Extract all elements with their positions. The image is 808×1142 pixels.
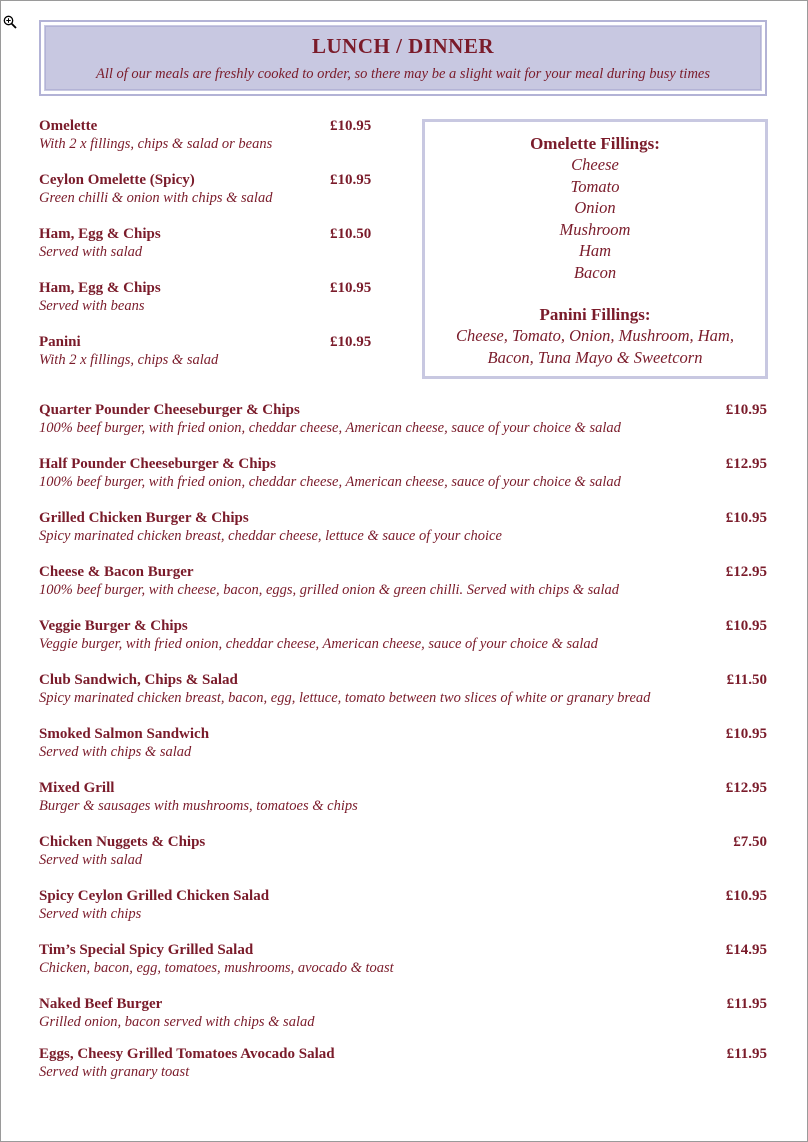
menu-item bbox=[39, 941, 767, 978]
item-description: Green chilli & onion with chips & salad bbox=[39, 190, 273, 206]
item-name: Chicken Nuggets & Chips bbox=[39, 834, 206, 850]
item-price: £11.50 bbox=[726, 672, 767, 688]
item-description: Spicy marinated chicken breast, cheddar cheese, lettuce & sauce of your choice bbox=[39, 528, 502, 544]
item-name: Club Sandwich, Chips & Salad bbox=[39, 672, 238, 688]
menu-item bbox=[39, 563, 767, 600]
menu-item bbox=[39, 455, 767, 492]
menu-item bbox=[39, 671, 767, 708]
header-banner bbox=[39, 20, 767, 96]
item-description: 100% beef burger, with fried onion, cheddar cheese, American cheese, sauce of your choice & salad bbox=[39, 474, 621, 490]
item-price: £7.50 bbox=[733, 834, 767, 850]
item-name: Half Pounder Cheeseburger & Chips bbox=[39, 456, 276, 472]
omelette-fillings-heading: Omelette Fillings: bbox=[530, 134, 660, 153]
page-title: LUNCH / DINNER bbox=[311, 34, 494, 58]
menu-item bbox=[39, 171, 379, 208]
item-price: £10.95 bbox=[725, 726, 767, 742]
item-name: Mixed Grill bbox=[39, 780, 115, 796]
item-description: Served with salad bbox=[39, 852, 143, 868]
item-description: Served with granary toast bbox=[39, 1064, 190, 1080]
item-description: Served with chips & salad bbox=[39, 744, 192, 760]
panini-fillings-line: Bacon, Tuna Mayo & Sweetcorn bbox=[487, 348, 703, 367]
zoom-in-icon[interactable] bbox=[3, 15, 17, 29]
menu-item bbox=[39, 1045, 767, 1082]
item-description: Served with beans bbox=[39, 298, 145, 314]
item-price: £10.95 bbox=[330, 118, 372, 134]
omelette-filling: Cheese bbox=[571, 155, 619, 174]
item-description: Spicy marinated chicken breast, bacon, egg, lettuce, tomato between two slices of white or granary bread bbox=[39, 690, 651, 706]
menu-item bbox=[39, 333, 379, 370]
menu-item bbox=[39, 887, 767, 924]
item-name: Naked Beef Burger bbox=[39, 996, 163, 1012]
item-description: Burger & sausages with mushrooms, tomatoes & chips bbox=[39, 798, 358, 814]
omelette-filling: Mushroom bbox=[559, 219, 631, 239]
menu-item bbox=[39, 225, 379, 262]
item-price: £12.95 bbox=[725, 456, 767, 472]
item-description: Veggie burger, with fried onion, cheddar cheese, American cheese, sauce of your choice & salad bbox=[39, 636, 598, 652]
item-name: Eggs, Cheesy Grilled Tomatoes Avocado Salad bbox=[39, 1046, 335, 1062]
menu-item bbox=[39, 279, 379, 316]
item-price: £14.95 bbox=[725, 942, 767, 958]
item-price: £12.95 bbox=[725, 780, 767, 796]
item-price: £12.95 bbox=[725, 564, 767, 580]
item-price: £10.95 bbox=[725, 510, 767, 526]
item-description: Chicken, bacon, egg, tomatoes, mushrooms, avocado & toast bbox=[39, 960, 394, 976]
omelette-filling: Bacon bbox=[573, 262, 617, 282]
item-price: £10.95 bbox=[725, 618, 767, 634]
item-description: With 2 x fillings, chips & salad or beans bbox=[39, 136, 273, 152]
item-name: Grilled Chicken Burger & Chips bbox=[39, 510, 249, 526]
item-description: Served with chips bbox=[39, 906, 142, 922]
menu-item bbox=[39, 725, 767, 762]
item-price: £11.95 bbox=[726, 1046, 767, 1062]
item-name: Veggie Burger & Chips bbox=[39, 618, 188, 634]
menu-item bbox=[39, 995, 767, 1032]
item-name: Ham, Egg & Chips bbox=[39, 226, 161, 242]
item-name: Ham, Egg & Chips bbox=[39, 280, 161, 296]
menu-item bbox=[39, 509, 767, 546]
panini-fillings-heading: Panini Fillings: bbox=[539, 305, 651, 324]
item-description: Grilled onion, bacon served with chips & salad bbox=[39, 1014, 315, 1030]
item-name: Quarter Pounder Cheeseburger & Chips bbox=[39, 402, 300, 418]
fillings-box bbox=[422, 119, 768, 379]
item-name: Panini bbox=[39, 334, 81, 350]
item-price: £10.95 bbox=[330, 280, 372, 296]
item-name: Omelette bbox=[39, 118, 98, 134]
panini-fillings-line: Cheese, Tomato, Onion, Mushroom, Ham, bbox=[456, 326, 734, 345]
menu-item bbox=[39, 779, 767, 816]
item-name: Cheese & Bacon Burger bbox=[39, 564, 194, 580]
item-name: Spicy Ceylon Grilled Chicken Salad bbox=[39, 888, 270, 904]
menu-item bbox=[39, 617, 767, 654]
menu-item bbox=[39, 401, 767, 438]
omelette-filling: Ham bbox=[578, 241, 612, 260]
item-price: £10.95 bbox=[330, 172, 372, 188]
omelette-filling: Onion bbox=[574, 198, 616, 217]
item-price: £10.95 bbox=[330, 334, 372, 350]
item-description: Served with salad bbox=[39, 244, 143, 260]
item-description: 100% beef burger, with cheese, bacon, eggs, grilled onion & green chilli. Served with chips & salad bbox=[39, 582, 620, 598]
item-price: £11.95 bbox=[726, 996, 767, 1012]
item-name: Ceylon Omelette (Spicy) bbox=[39, 172, 195, 188]
menu-item bbox=[39, 833, 767, 870]
menu-item bbox=[39, 117, 379, 154]
item-description: With 2 x fillings, chips & salad bbox=[39, 352, 219, 368]
page-subtitle: All of our meals are freshly cooked to order, so there may be a slight wait for your meal during busy times bbox=[95, 66, 711, 82]
item-price: £10.95 bbox=[725, 402, 767, 418]
item-description: 100% beef burger, with fried onion, cheddar cheese, American cheese, sauce of your choice & salad bbox=[39, 420, 621, 436]
item-name: Tim’s Special Spicy Grilled Salad bbox=[39, 942, 254, 958]
item-price: £10.95 bbox=[725, 888, 767, 904]
item-name: Smoked Salmon Sandwich bbox=[39, 726, 210, 742]
item-price: £10.50 bbox=[330, 226, 372, 242]
omelette-filling: Tomato bbox=[570, 176, 620, 196]
